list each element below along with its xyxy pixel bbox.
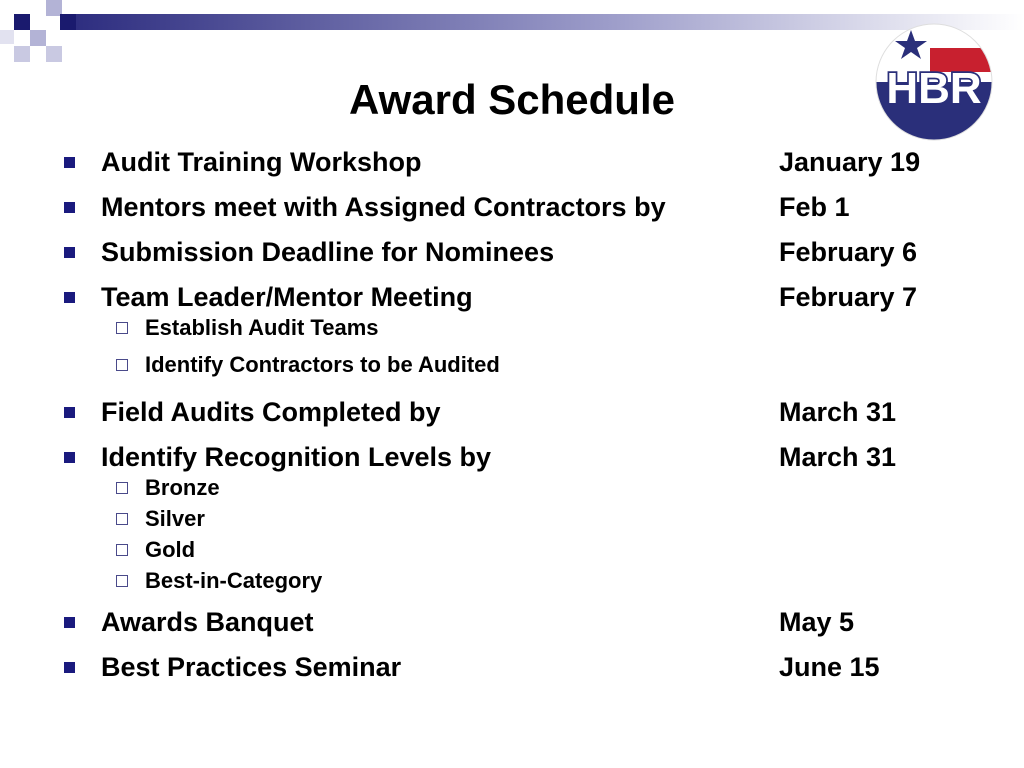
hollow-square-bullet-icon xyxy=(116,544,128,556)
hollow-square-bullet-icon xyxy=(116,575,128,587)
schedule-subitem-label: Bronze xyxy=(145,475,220,500)
schedule-item-date: January 19 xyxy=(779,147,921,177)
schedule-item xyxy=(0,606,1024,638)
schedule-item-label: Best Practices Seminar xyxy=(101,652,402,682)
schedule-subitem-label: Gold xyxy=(145,537,196,562)
schedule-item-label: Team Leader/Mentor Meeting xyxy=(101,282,473,312)
schedule-subitem-label: Identify Contractors to be Audited xyxy=(145,352,500,377)
square-bullet-icon xyxy=(64,662,75,673)
schedule-item-date: February 6 xyxy=(779,237,918,267)
schedule-item-date: March 31 xyxy=(779,397,897,427)
schedule-subitem-label: Best-in-Category xyxy=(145,568,323,593)
hollow-square-bullet-icon xyxy=(116,513,128,525)
schedule-item xyxy=(0,146,1024,178)
schedule-item-label: Awards Banquet xyxy=(101,607,314,637)
hollow-square-bullet-icon xyxy=(116,322,128,334)
hollow-square-bullet-icon xyxy=(116,359,128,371)
square-bullet-icon xyxy=(64,292,75,303)
square-bullet-icon xyxy=(64,247,75,258)
schedule-subitem xyxy=(0,351,1024,379)
schedule-subitem xyxy=(0,567,1024,595)
square-bullet-icon xyxy=(64,157,75,168)
logo-text: HBR xyxy=(886,64,982,113)
schedule-item xyxy=(0,191,1024,223)
schedule-subitem xyxy=(0,314,1024,342)
schedule-item xyxy=(0,441,1024,473)
schedule-item-date: March 31 xyxy=(779,442,897,472)
square-bullet-icon xyxy=(64,407,75,418)
schedule-item-label: Field Audits Completed by xyxy=(101,397,441,427)
schedule-item-label: Submission Deadline for Nominees xyxy=(101,237,555,267)
schedule-item-date: May 5 xyxy=(779,607,855,637)
schedule-item-date: Feb 1 xyxy=(779,192,850,222)
schedule-subitem xyxy=(0,536,1024,564)
schedule-item-label: Identify Recognition Levels by xyxy=(101,442,492,472)
slide-title: Award Schedule xyxy=(349,76,675,123)
hollow-square-bullet-icon xyxy=(116,482,128,494)
schedule-subitem-label: Establish Audit Teams xyxy=(145,315,379,340)
square-bullet-icon xyxy=(64,202,75,213)
schedule-item-label: Mentors meet with Assigned Contractors by xyxy=(101,192,666,222)
schedule-item xyxy=(0,236,1024,268)
schedule-item xyxy=(0,651,1024,683)
schedule-subitem xyxy=(0,474,1024,502)
schedule-item xyxy=(0,396,1024,428)
square-bullet-icon xyxy=(64,452,75,463)
schedule-item-label: Audit Training Workshop xyxy=(101,147,422,177)
schedule-subitem-label: Silver xyxy=(145,506,205,531)
schedule-item-date: June 15 xyxy=(779,652,880,682)
schedule-item-date: February 7 xyxy=(779,282,918,312)
schedule-item xyxy=(0,281,1024,313)
schedule-subitem xyxy=(0,505,1024,533)
square-bullet-icon xyxy=(64,617,75,628)
